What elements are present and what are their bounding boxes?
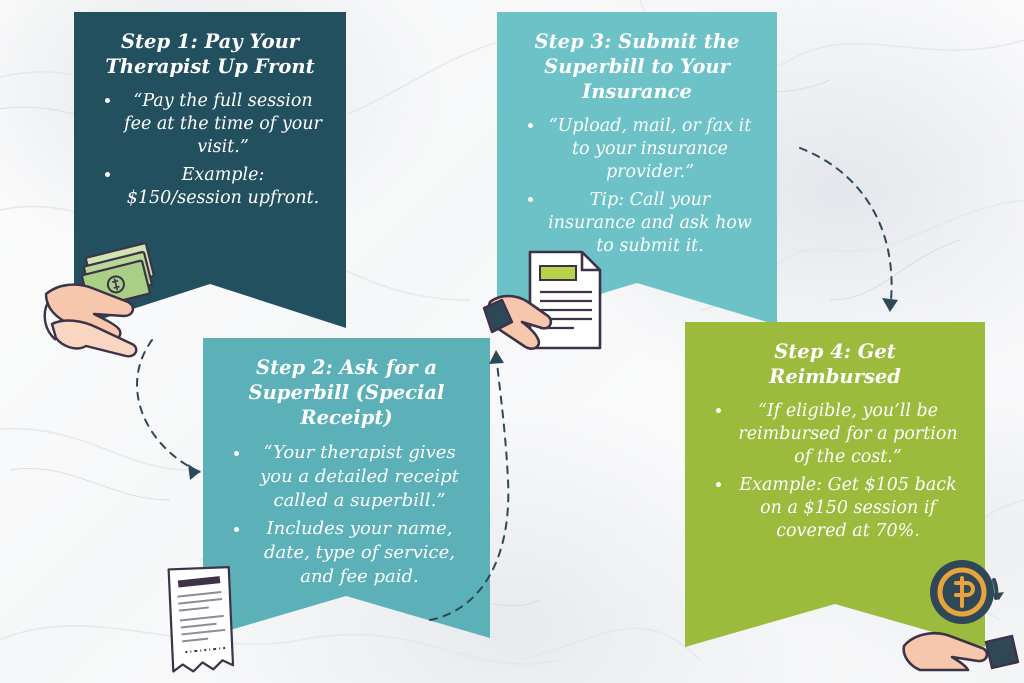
card-2-title: Step 2: Ask for a Superbill (Special Receipt) [248, 356, 445, 429]
paper-receipt-icon [156, 560, 252, 678]
card-3-bullet-2: • Tip: Call your insurance and ask how to submit it. [545, 189, 755, 259]
hands-holding-cash-icon [36, 232, 186, 372]
card-2-bullet-1: • “Your therapist gives you a detailed receipt called a superbill.” [251, 441, 468, 513]
card-2-bullets [225, 441, 468, 589]
card-4-bullets [707, 400, 963, 544]
hand-holding-coin-refund-icon [900, 550, 1024, 676]
card-1-title: Step 1: Pay Your Therapist Up Front [105, 30, 315, 78]
card-1-bullets [96, 90, 324, 210]
arrowhead-3 [882, 298, 898, 312]
card-3-bullet-1: • “Upload, mail, or fax it to your insurance provider.” [545, 115, 755, 185]
hand-holding-document-icon [478, 244, 618, 368]
card-1-bullet-2: • Example: $150/session upfront. [122, 164, 324, 211]
card-3-title: Step 3: Submit the Superbill to Your Insurance [534, 30, 740, 103]
card-4-bullet-2: • Example: Get $105 back on a $150 session if covered at 70%. [733, 474, 963, 544]
card-2-bullet-2: • Includes your name, date, type of service, and fee paid. [251, 517, 468, 589]
card-1-bullet-1: • “Pay the full session fee at the time of your visit.” [122, 90, 324, 160]
card-4-bullet-1: • “If eligible, you’ll be reimbursed for a portion of the cost.” [733, 400, 963, 470]
card-3-bullets [519, 115, 755, 259]
card-4-title: Step 4: Get Reimbursed [769, 340, 901, 388]
connector-3-to-4 [800, 148, 892, 310]
arrowhead-1 [188, 464, 200, 480]
